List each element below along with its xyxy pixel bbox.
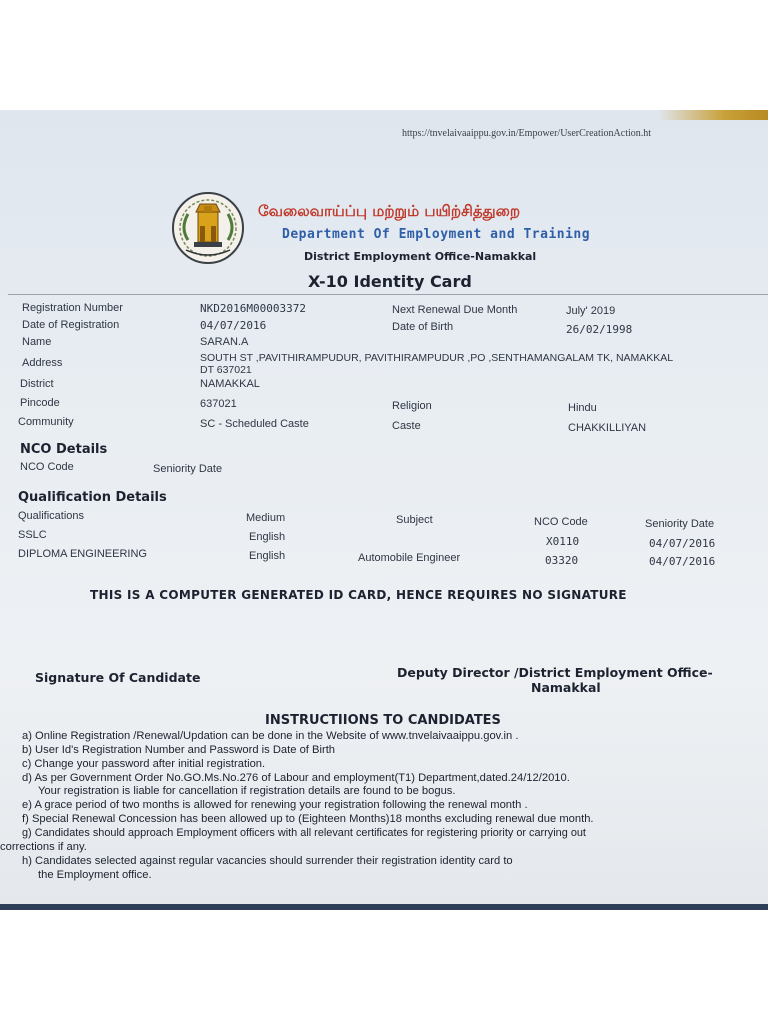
address-line-2: DT 637021 (200, 364, 252, 376)
column-header: Qualifications (18, 510, 85, 522)
pincode-value: 637021 (200, 398, 237, 410)
qualification-medium: English (249, 550, 286, 562)
district-label: District (20, 378, 54, 390)
qualification-name: SSLC (18, 529, 47, 541)
instruction-item: Your registration is liable for cancellation if registration details are found to be bogus. (38, 785, 456, 797)
instruction-item: d) As per Government Order No.GO.Ms.No.276 of Labour and employment(T1) Department,dated.24/12/2010. (22, 772, 570, 784)
candidate-signature-label: Signature Of Candidate (35, 670, 201, 685)
instruction-item: h) Candidates selected against regular vacancies should surrender their registration identity card to (22, 855, 513, 867)
qualification-seniority: 04/07/2016 (649, 537, 716, 550)
candidate-name: SARAN.A (200, 336, 249, 348)
deputy-director-label: Deputy Director /District Employment Office- (397, 665, 713, 680)
qualification-seniority: 04/07/2016 (649, 555, 716, 568)
name-label: Name (22, 336, 52, 348)
religion-value: Hindu (568, 402, 597, 414)
registration-number-label: Registration Number (22, 302, 123, 314)
deputy-director-location: Namakkal (531, 680, 601, 695)
instruction-item: f) Special Renewal Concession has been allowed up to (Eighteen Months)18 months excluding renewal due month. (22, 813, 594, 825)
registration-number: NKD2016M00003372 (200, 302, 306, 315)
instruction-item: e) A grace period of two months is allowed for renewing your registration following the renewal month . (22, 799, 528, 811)
date-of-registration-label: Date of Registration (22, 319, 120, 331)
instruction-item: c) Change your password after initial registration. (22, 758, 266, 770)
nco-code-label: NCO Code (20, 461, 74, 473)
divider (8, 294, 768, 295)
nco-heading: NCO Details (20, 442, 108, 457)
tamil-nadu-emblem-icon (170, 190, 246, 266)
nco-seniority-label: Seniority Date (153, 463, 223, 475)
card-title: X-10 Identity Card (308, 272, 472, 291)
date-of-birth-label: Date of Birth (392, 321, 454, 333)
address-label: Address (22, 357, 63, 369)
caste-value: CHAKKILLIYAN (568, 422, 647, 434)
instruction-item: corrections if any. (0, 841, 87, 853)
column-header: Subject (396, 514, 433, 526)
caste-label: Caste (392, 420, 421, 432)
document-bottom-edge (0, 904, 768, 910)
date-of-birth: 26/02/1998 (566, 323, 633, 336)
office-title: District Employment Office-Namakkal (304, 250, 537, 263)
page-url: https://tnvelaivaaippu.gov.in/Empower/UserCreationAction.ht (402, 128, 652, 139)
instruction-item: the Employment office. (38, 869, 152, 881)
instruction-item: g) Candidates should approach Employment officers with all relevant certificates for registering priority or carrying out (22, 827, 586, 839)
qualification-medium: English (249, 531, 286, 543)
computer-generated-notice: THIS IS A COMPUTER GENERATED ID CARD, HENCE REQUIRES NO SIGNATURE (90, 588, 627, 602)
qualification-subject: Automobile Engineer (358, 552, 461, 564)
community-label: Community (18, 416, 74, 428)
next-renewal-value: July' 2019 (566, 305, 616, 317)
qualification-name: DIPLOMA ENGINEERING (18, 548, 147, 560)
photographed-document (0, 110, 768, 910)
religion-label: Religion (392, 400, 432, 412)
department-title: Department Of Employment and Training (282, 227, 591, 242)
column-header: Seniority Date (645, 518, 715, 530)
qualification-nco-code: 03320 (545, 554, 579, 567)
instruction-item: a) Online Registration /Renewal/Updation can be done in the Website of www.tnvelaivaaippu.gov.in . (22, 730, 519, 742)
community-value: SC - Scheduled Caste (200, 418, 309, 430)
qualification-heading: Qualification Details (18, 490, 167, 505)
district-value: NAMAKKAL (200, 378, 260, 390)
tamil-department-title: வேலைவாய்ப்பு மற்றும் பயிற்சித்துறை (258, 202, 521, 220)
column-header: Medium (246, 512, 286, 524)
instructions-title: INSTRUCTIIONS TO CANDIDATES (265, 713, 501, 728)
column-header: NCO Code (534, 516, 588, 528)
background-strip (658, 110, 768, 120)
address-line-1: SOUTH ST ,PAVITHIRAMPUDUR, PAVITHIRAMPUDUR ,PO ,SENTHAMANGALAM TK, NAMAKKAL (200, 352, 674, 364)
date-of-registration: 04/07/2016 (200, 319, 267, 332)
pincode-label: Pincode (20, 397, 60, 409)
qualification-nco-code: X0110 (546, 535, 580, 548)
instruction-item: b) User Id's Registration Number and Password is Date of Birth (22, 744, 336, 756)
next-renewal-label: Next Renewal Due Month (392, 304, 518, 316)
